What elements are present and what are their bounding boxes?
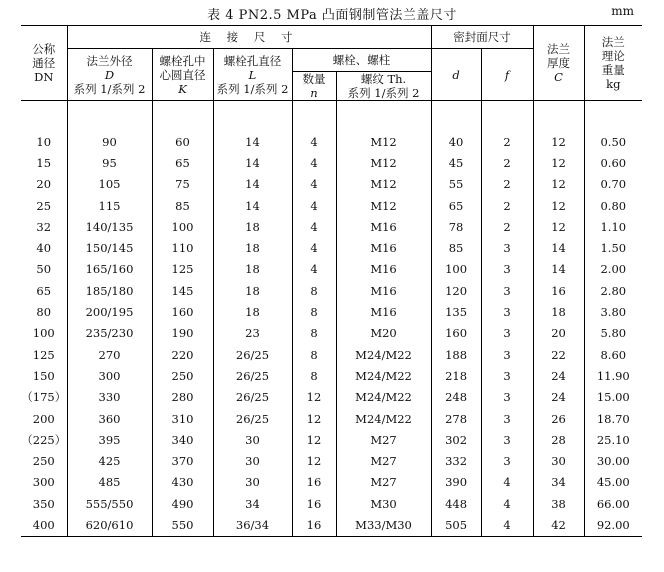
cell-outer-diameter: 90 <box>67 131 152 152</box>
cell-seal-d: 302 <box>431 429 481 450</box>
cell-weight: 0.50 <box>584 131 642 152</box>
cell-dn: 100 <box>21 323 67 344</box>
cell-dn: 150 <box>21 365 67 386</box>
cell-thread: M16 <box>336 237 431 258</box>
cell-bolt-hole: 26/25 <box>213 408 292 429</box>
header-bolt-hole: 螺栓孔直径 L 系列 1/系列 2 <box>213 49 292 101</box>
cell-thread: M16 <box>336 280 431 301</box>
cell-thread: M12 <box>336 152 431 173</box>
cell-weight: 1.10 <box>584 216 642 237</box>
cell-bolt-count: 4 <box>292 195 336 216</box>
cell-bolt-circle: 310 <box>152 408 213 429</box>
cell-thread: M24/M22 <box>336 344 431 365</box>
cell-thickness: 16 <box>533 280 584 301</box>
cell-bolt-count: 4 <box>292 174 336 195</box>
cell-thickness: 22 <box>533 344 584 365</box>
cell-seal-d: 135 <box>431 301 481 322</box>
cell-bolt-hole: 26/25 <box>213 365 292 386</box>
cell-weight: 0.60 <box>584 152 642 173</box>
cell-bolt-count: 12 <box>292 450 336 471</box>
table-row <box>21 408 642 429</box>
cell-seal-f: 4 <box>481 493 533 514</box>
spacer-row <box>21 101 642 132</box>
cell-seal-f: 3 <box>481 280 533 301</box>
cell-bolt-count: 8 <box>292 344 336 365</box>
cell-bolt-circle: 100 <box>152 216 213 237</box>
table-row <box>21 216 642 237</box>
cell-bolt-circle: 490 <box>152 493 213 514</box>
cell-dn: 15 <box>21 152 67 173</box>
cell-outer-diameter: 300 <box>67 365 152 386</box>
cell-dn: （225） <box>21 429 67 450</box>
table-row <box>21 387 642 408</box>
cell-seal-f: 4 <box>481 514 533 536</box>
cell-outer-diameter: 425 <box>67 450 152 471</box>
cell-seal-d: 160 <box>431 323 481 344</box>
table-row <box>21 365 642 386</box>
cell-thread: M20 <box>336 323 431 344</box>
cell-bolt-hole: 14 <box>213 131 292 152</box>
cell-bolt-hole: 14 <box>213 174 292 195</box>
cell-seal-f: 3 <box>481 237 533 258</box>
header-bolt-count: 数量 n <box>292 72 336 101</box>
cell-thickness: 20 <box>533 323 584 344</box>
cell-dn: 400 <box>21 514 67 536</box>
cell-thread: M30 <box>336 493 431 514</box>
cell-weight: 3.80 <box>584 301 642 322</box>
header-seal-f: f <box>481 49 533 101</box>
cell-bolt-hole: 18 <box>213 259 292 280</box>
cell-dn: 32 <box>21 216 67 237</box>
cell-seal-d: 40 <box>431 131 481 152</box>
table-row <box>21 514 642 536</box>
cell-weight: 0.80 <box>584 195 642 216</box>
cell-weight: 5.80 <box>584 323 642 344</box>
cell-weight: 45.00 <box>584 472 642 493</box>
cell-seal-d: 390 <box>431 472 481 493</box>
table-body <box>21 101 642 537</box>
cell-thickness: 42 <box>533 514 584 536</box>
cell-weight: 92.00 <box>584 514 642 536</box>
table-row <box>21 493 642 514</box>
cell-weight: 25.10 <box>584 429 642 450</box>
cell-bolt-count: 4 <box>292 259 336 280</box>
table-row <box>21 174 642 195</box>
cell-weight: 15.00 <box>584 387 642 408</box>
cell-outer-diameter: 200/195 <box>67 301 152 322</box>
cell-seal-f: 3 <box>481 365 533 386</box>
cell-bolt-count: 12 <box>292 408 336 429</box>
header-seal-group: 密封面尺寸 <box>431 26 533 49</box>
cell-thread: M24/M22 <box>336 387 431 408</box>
cell-seal-f: 3 <box>481 429 533 450</box>
table-row <box>21 323 642 344</box>
cell-thread: M12 <box>336 174 431 195</box>
cell-bolt-hole: 36/34 <box>213 514 292 536</box>
cell-bolt-hole: 18 <box>213 280 292 301</box>
cell-seal-f: 3 <box>481 259 533 280</box>
cell-seal-d: 188 <box>431 344 481 365</box>
cell-seal-d: 100 <box>431 259 481 280</box>
cell-dn: 50 <box>21 259 67 280</box>
cell-bolt-circle: 430 <box>152 472 213 493</box>
cell-bolt-count: 8 <box>292 280 336 301</box>
cell-dn: 80 <box>21 301 67 322</box>
cell-weight: 2.00 <box>584 259 642 280</box>
header-outer-diameter: 法兰外径 D 系列 1/系列 2 <box>67 49 152 101</box>
cell-bolt-count: 4 <box>292 216 336 237</box>
cell-thickness: 12 <box>533 216 584 237</box>
cell-seal-f: 3 <box>481 323 533 344</box>
cell-outer-diameter: 620/610 <box>67 514 152 536</box>
cell-thickness: 30 <box>533 450 584 471</box>
cell-bolt-hole: 30 <box>213 472 292 493</box>
cell-seal-f: 3 <box>481 344 533 365</box>
cell-bolt-circle: 75 <box>152 174 213 195</box>
cell-outer-diameter: 395 <box>67 429 152 450</box>
cell-bolt-count: 4 <box>292 237 336 258</box>
cell-bolt-hole: 14 <box>213 152 292 173</box>
cell-outer-diameter: 270 <box>67 344 152 365</box>
cell-weight: 30.00 <box>584 450 642 471</box>
cell-outer-diameter: 360 <box>67 408 152 429</box>
cell-seal-f: 4 <box>481 472 533 493</box>
cell-outer-diameter: 330 <box>67 387 152 408</box>
cell-weight: 8.60 <box>584 344 642 365</box>
cell-outer-diameter: 140/135 <box>67 216 152 237</box>
cell-seal-f: 2 <box>481 152 533 173</box>
cell-seal-f: 3 <box>481 408 533 429</box>
cell-bolt-circle: 250 <box>152 365 213 386</box>
cell-bolt-circle: 280 <box>152 387 213 408</box>
cell-seal-d: 448 <box>431 493 481 514</box>
cell-weight: 1.50 <box>584 237 642 258</box>
header-seal-d: d <box>431 49 481 101</box>
cell-outer-diameter: 235/230 <box>67 323 152 344</box>
cell-bolt-count: 16 <box>292 493 336 514</box>
cell-dn: 250 <box>21 450 67 471</box>
cell-seal-f: 2 <box>481 216 533 237</box>
cell-bolt-count: 4 <box>292 152 336 173</box>
cell-seal-f: 3 <box>481 301 533 322</box>
cell-weight: 11.90 <box>584 365 642 386</box>
table-row <box>21 195 642 216</box>
cell-seal-d: 218 <box>431 365 481 386</box>
cell-seal-f: 2 <box>481 174 533 195</box>
table-row <box>21 280 642 301</box>
cell-dn: 40 <box>21 237 67 258</box>
cell-thickness: 34 <box>533 472 584 493</box>
cell-thread: M24/M22 <box>336 365 431 386</box>
cell-bolt-hole: 23 <box>213 323 292 344</box>
cell-bolt-count: 8 <box>292 301 336 322</box>
cell-dn: 65 <box>21 280 67 301</box>
cell-outer-diameter: 95 <box>67 152 152 173</box>
cell-dn: （175） <box>21 387 67 408</box>
cell-thickness: 12 <box>533 131 584 152</box>
cell-bolt-circle: 125 <box>152 259 213 280</box>
cell-seal-f: 3 <box>481 450 533 471</box>
cell-bolt-hole: 18 <box>213 237 292 258</box>
cell-thread: M24/M22 <box>336 408 431 429</box>
cell-bolt-circle: 370 <box>152 450 213 471</box>
table-header <box>21 26 642 101</box>
cell-thickness: 14 <box>533 259 584 280</box>
cell-bolt-count: 8 <box>292 365 336 386</box>
cell-bolt-hole: 30 <box>213 429 292 450</box>
cell-dn: 350 <box>21 493 67 514</box>
header-thread: 螺纹 Th. 系列 1/系列 2 <box>336 72 431 101</box>
cell-dn: 25 <box>21 195 67 216</box>
cell-bolt-circle: 60 <box>152 131 213 152</box>
cell-bolt-hole: 34 <box>213 493 292 514</box>
cell-bolt-circle: 65 <box>152 152 213 173</box>
cell-seal-d: 45 <box>431 152 481 173</box>
cell-seal-d: 85 <box>431 237 481 258</box>
cell-bolt-count: 12 <box>292 387 336 408</box>
cell-bolt-count: 4 <box>292 131 336 152</box>
cell-bolt-count: 16 <box>292 514 336 536</box>
header-dn: 公称 通径 DN <box>21 26 67 101</box>
cell-bolt-circle: 160 <box>152 301 213 322</box>
cell-seal-d: 65 <box>431 195 481 216</box>
cell-seal-f: 3 <box>481 387 533 408</box>
cell-bolt-circle: 550 <box>152 514 213 536</box>
cell-seal-d: 55 <box>431 174 481 195</box>
cell-bolt-hole: 14 <box>213 195 292 216</box>
cell-outer-diameter: 115 <box>67 195 152 216</box>
cell-thread: M12 <box>336 131 431 152</box>
cell-thread: M16 <box>336 216 431 237</box>
cell-thread: M33/M30 <box>336 514 431 536</box>
cell-bolt-circle: 85 <box>152 195 213 216</box>
table-row <box>21 237 642 258</box>
table-row <box>21 259 642 280</box>
cell-thickness: 24 <box>533 387 584 408</box>
unit-label: mm <box>611 4 634 18</box>
table-row <box>21 344 642 365</box>
cell-thread: M27 <box>336 472 431 493</box>
cell-outer-diameter: 150/145 <box>67 237 152 258</box>
cell-thickness: 18 <box>533 301 584 322</box>
cell-bolt-hole: 26/25 <box>213 387 292 408</box>
cell-bolt-circle: 190 <box>152 323 213 344</box>
cell-thread: M27 <box>336 429 431 450</box>
cell-thread: M12 <box>336 195 431 216</box>
cell-thread: M16 <box>336 259 431 280</box>
cell-outer-diameter: 485 <box>67 472 152 493</box>
table-row <box>21 152 642 173</box>
cell-outer-diameter: 165/160 <box>67 259 152 280</box>
cell-thread: M27 <box>336 450 431 471</box>
cell-weight: 18.70 <box>584 408 642 429</box>
cell-bolt-hole: 18 <box>213 216 292 237</box>
header-weight: 法兰 理论 重量 kg <box>584 26 642 101</box>
cell-bolt-hole: 26/25 <box>213 344 292 365</box>
table-caption <box>0 4 664 22</box>
cell-bolt-count: 12 <box>292 429 336 450</box>
cell-thread: M16 <box>336 301 431 322</box>
cell-outer-diameter: 555/550 <box>67 493 152 514</box>
cell-seal-d: 278 <box>431 408 481 429</box>
cell-dn: 20 <box>21 174 67 195</box>
cell-seal-f: 2 <box>481 195 533 216</box>
cell-weight: 2.80 <box>584 280 642 301</box>
cell-dn: 300 <box>21 472 67 493</box>
header-connection-group: 连 接 尺 寸 <box>67 26 431 49</box>
cell-thickness: 38 <box>533 493 584 514</box>
cell-seal-d: 248 <box>431 387 481 408</box>
header-thickness: 法兰 厚度 C <box>533 26 584 101</box>
cell-outer-diameter: 185/180 <box>67 280 152 301</box>
header-bolts-group: 螺栓、螺柱 <box>292 49 431 72</box>
cell-bolt-hole: 30 <box>213 450 292 471</box>
cell-bolt-circle: 110 <box>152 237 213 258</box>
cell-seal-d: 120 <box>431 280 481 301</box>
cell-weight: 0.70 <box>584 174 642 195</box>
cell-thickness: 12 <box>533 152 584 173</box>
cell-thickness: 28 <box>533 429 584 450</box>
cell-thickness: 12 <box>533 174 584 195</box>
flange-cover-table <box>21 25 642 537</box>
table-row <box>21 450 642 471</box>
cell-bolt-count: 8 <box>292 323 336 344</box>
table-row <box>21 301 642 322</box>
cell-dn: 200 <box>21 408 67 429</box>
table-row <box>21 131 642 152</box>
cell-seal-d: 332 <box>431 450 481 471</box>
cell-bolt-count: 16 <box>292 472 336 493</box>
table-row <box>21 472 642 493</box>
table-row <box>21 429 642 450</box>
cell-seal-d: 78 <box>431 216 481 237</box>
cell-weight: 66.00 <box>584 493 642 514</box>
cell-bolt-circle: 220 <box>152 344 213 365</box>
cell-dn: 125 <box>21 344 67 365</box>
cell-thickness: 12 <box>533 195 584 216</box>
cell-outer-diameter: 105 <box>67 174 152 195</box>
cell-thickness: 14 <box>533 237 584 258</box>
cell-bolt-hole: 18 <box>213 301 292 322</box>
cell-seal-f: 2 <box>481 131 533 152</box>
cell-bolt-circle: 145 <box>152 280 213 301</box>
cell-seal-d: 505 <box>431 514 481 536</box>
table-title: 表 4 PN2.5 MPa 凸面钢制管法兰盖尺寸 <box>207 8 457 23</box>
cell-thickness: 24 <box>533 365 584 386</box>
cell-thickness: 26 <box>533 408 584 429</box>
cell-dn: 10 <box>21 131 67 152</box>
header-bolt-circle: 螺栓孔中 心圆直径 K <box>152 49 213 101</box>
cell-bolt-circle: 340 <box>152 429 213 450</box>
